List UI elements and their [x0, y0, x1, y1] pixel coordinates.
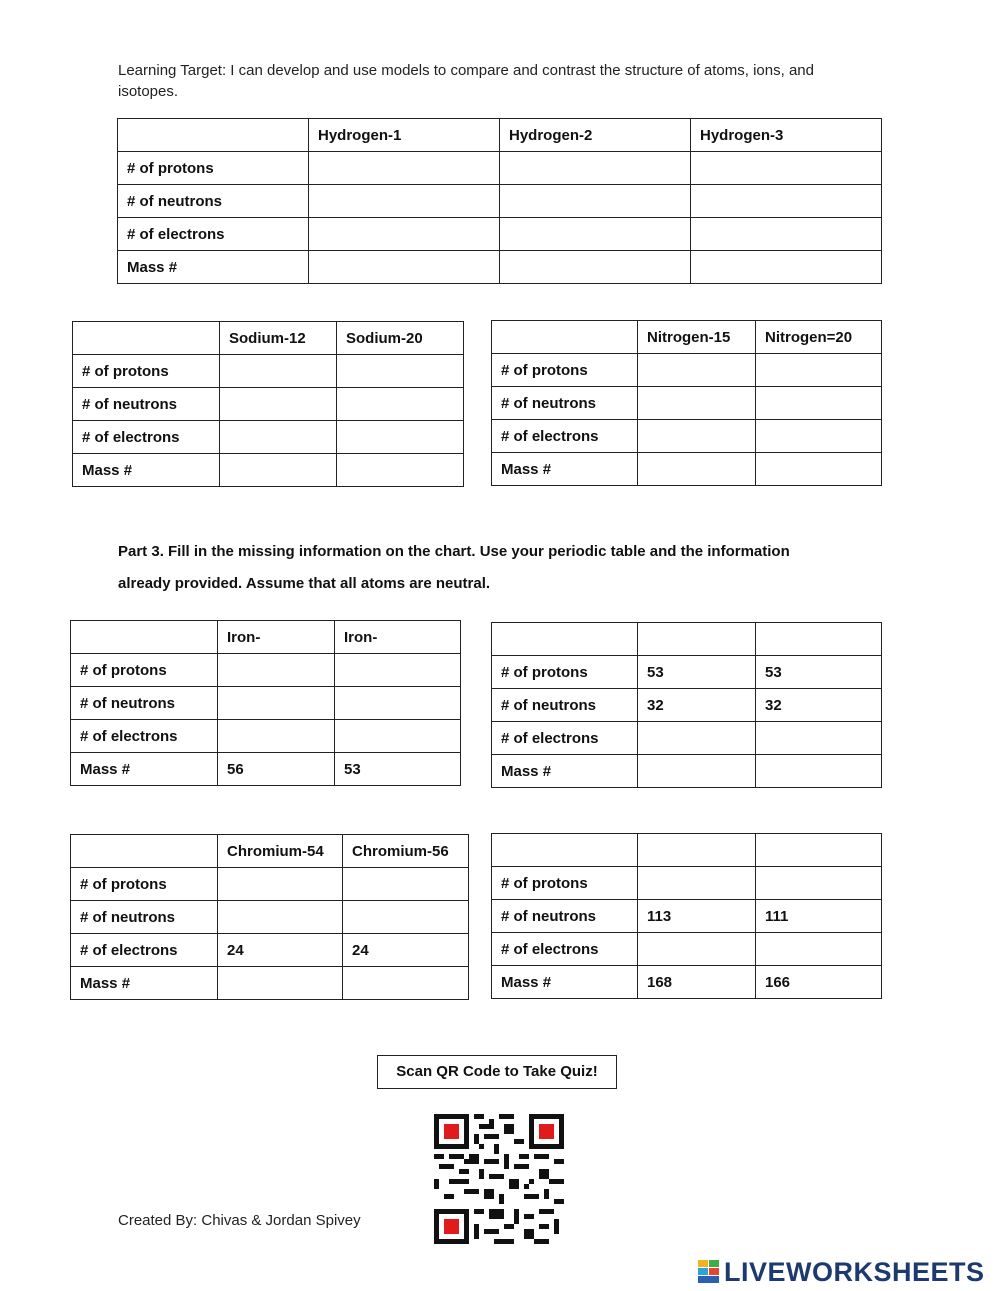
- answer-cell[interactable]: [335, 654, 461, 687]
- given-value: 32: [756, 689, 882, 722]
- corner-cell: [71, 835, 218, 868]
- answer-cell[interactable]: [500, 185, 691, 218]
- row-label: # of protons: [492, 354, 638, 387]
- table-row: [118, 251, 882, 284]
- corner-cell: [492, 834, 638, 867]
- row-label: # of electrons: [118, 218, 309, 251]
- table-row: [492, 755, 882, 788]
- answer-cell[interactable]: [220, 388, 337, 421]
- answer-cell[interactable]: [756, 420, 882, 453]
- given-value: 32: [638, 689, 756, 722]
- row-label: # of electrons: [492, 722, 638, 755]
- column-header: Hydrogen-3: [691, 119, 882, 152]
- table-row: [492, 420, 882, 453]
- table-row: [118, 152, 882, 185]
- corner-cell: [492, 321, 638, 354]
- answer-cell[interactable]: [218, 654, 335, 687]
- row-label: # of protons: [492, 867, 638, 900]
- row-label: # of neutrons: [492, 689, 638, 722]
- row-label: # of neutrons: [118, 185, 309, 218]
- scan-qr-label: Scan QR Code to Take Quiz!: [377, 1055, 617, 1089]
- mystery-element-table-1: [491, 622, 882, 788]
- column-header[interactable]: [756, 623, 882, 656]
- row-label: # of electrons: [492, 420, 638, 453]
- table-row: [492, 689, 882, 722]
- answer-cell[interactable]: [638, 453, 756, 486]
- table-row: [73, 388, 464, 421]
- answer-cell[interactable]: [756, 722, 882, 755]
- row-label: # of neutrons: [73, 388, 220, 421]
- table-row: [492, 933, 882, 966]
- qr-code-icon[interactable]: [434, 1114, 564, 1244]
- row-label: # of neutrons: [71, 687, 218, 720]
- answer-cell[interactable]: [638, 354, 756, 387]
- column-header: Hydrogen-2: [500, 119, 691, 152]
- table-header-row: [492, 321, 882, 354]
- given-value: 24: [343, 934, 469, 967]
- answer-cell[interactable]: [500, 152, 691, 185]
- table-row: [71, 934, 469, 967]
- table-header-row: [118, 119, 882, 152]
- column-header: Chromium-54: [218, 835, 343, 868]
- column-header: Nitrogen-15: [638, 321, 756, 354]
- answer-cell[interactable]: [218, 720, 335, 753]
- row-label: # of protons: [492, 656, 638, 689]
- part3-line: Part 3. Fill in the missing information on the chart. Use your periodic table and the information: [118, 543, 790, 560]
- column-header: Hydrogen-1: [309, 119, 500, 152]
- learning-target: Learning Target: I can develop and use models to compare and contrast the structure of atoms, ions, and isotopes.: [118, 62, 814, 100]
- given-value: 24: [218, 934, 343, 967]
- given-value: 53: [756, 656, 882, 689]
- sodium-table: [72, 321, 464, 487]
- table-row: [73, 454, 464, 487]
- given-value: 168: [638, 966, 756, 999]
- answer-cell[interactable]: [756, 453, 882, 486]
- given-value: 166: [756, 966, 882, 999]
- table-row: [71, 753, 461, 786]
- answer-cell[interactable]: [638, 387, 756, 420]
- row-label: # of electrons: [71, 720, 218, 753]
- row-label: Mass #: [118, 251, 309, 284]
- credit-text: Created By: Chivas & Jordan Spivey: [118, 1212, 361, 1229]
- mystery-element-table-2: [491, 833, 882, 999]
- answer-cell[interactable]: [691, 251, 882, 284]
- answer-cell[interactable]: [756, 933, 882, 966]
- table-row: [71, 687, 461, 720]
- table-row: [73, 355, 464, 388]
- table-header-row: [71, 835, 469, 868]
- brand-name: LIVEWORKSHEETS: [724, 1256, 985, 1287]
- answer-cell[interactable]: [309, 218, 500, 251]
- answer-cell[interactable]: [343, 868, 469, 901]
- answer-cell[interactable]: [638, 420, 756, 453]
- row-label: # of protons: [73, 355, 220, 388]
- column-header: Nitrogen=20: [756, 321, 882, 354]
- answer-cell[interactable]: [309, 152, 500, 185]
- row-label: # of protons: [118, 152, 309, 185]
- column-header[interactable]: [638, 623, 756, 656]
- table-row: [71, 720, 461, 753]
- row-label: Mass #: [73, 454, 220, 487]
- table-row: [73, 421, 464, 454]
- row-label: # of neutrons: [71, 901, 218, 934]
- row-label: # of electrons: [71, 934, 218, 967]
- table-row: [492, 722, 882, 755]
- answer-cell[interactable]: [343, 967, 469, 1000]
- row-label: # of electrons: [73, 421, 220, 454]
- chromium-table: [70, 834, 469, 1000]
- answer-cell[interactable]: [638, 722, 756, 755]
- corner-cell: [492, 623, 638, 656]
- answer-cell[interactable]: [638, 867, 756, 900]
- answer-cell[interactable]: [218, 687, 335, 720]
- table-row: [71, 654, 461, 687]
- table-row: [492, 867, 882, 900]
- answer-cell[interactable]: [309, 251, 500, 284]
- row-label: Mass #: [492, 453, 638, 486]
- answer-cell[interactable]: [691, 218, 882, 251]
- given-value: 53: [638, 656, 756, 689]
- table-row: [492, 900, 882, 933]
- column-header: Chromium-56: [343, 835, 469, 868]
- table-header-row: [73, 322, 464, 355]
- hydrogen-table: [117, 118, 882, 284]
- given-value: 56: [218, 753, 335, 786]
- corner-cell: [71, 621, 218, 654]
- liveworksheets-logo: [698, 1256, 985, 1288]
- row-label: # of protons: [71, 654, 218, 687]
- table-row: [492, 656, 882, 689]
- blocks-icon: [698, 1260, 720, 1284]
- row-label: # of neutrons: [492, 387, 638, 420]
- answer-cell[interactable]: [756, 387, 882, 420]
- column-header: Sodium-20: [337, 322, 464, 355]
- table-row: [492, 453, 882, 486]
- part3-line: already provided. Assume that all atoms are neutral.: [118, 575, 491, 592]
- table-row: [71, 967, 469, 1000]
- answer-cell[interactable]: [220, 355, 337, 388]
- answer-cell[interactable]: [220, 454, 337, 487]
- answer-cell[interactable]: [500, 218, 691, 251]
- answer-cell[interactable]: [335, 687, 461, 720]
- column-header[interactable]: Iron-: [335, 621, 461, 654]
- answer-cell[interactable]: [756, 755, 882, 788]
- answer-cell[interactable]: [691, 152, 882, 185]
- column-header[interactable]: [638, 834, 756, 867]
- answer-cell[interactable]: [756, 867, 882, 900]
- answer-cell[interactable]: [500, 251, 691, 284]
- table-row: [71, 868, 469, 901]
- row-label: # of protons: [71, 868, 218, 901]
- given-value: 113: [638, 900, 756, 933]
- iron-table: [70, 620, 461, 786]
- corner-cell: [118, 119, 309, 152]
- answer-cell[interactable]: [337, 421, 464, 454]
- table-row: [71, 901, 469, 934]
- answer-cell[interactable]: [220, 421, 337, 454]
- row-label: Mass #: [71, 967, 218, 1000]
- column-header[interactable]: Iron-: [218, 621, 335, 654]
- answer-cell[interactable]: [337, 355, 464, 388]
- table-header-row: [71, 621, 461, 654]
- answer-cell[interactable]: [218, 967, 343, 1000]
- table-row: [118, 185, 882, 218]
- row-label: # of electrons: [492, 933, 638, 966]
- answer-cell[interactable]: [691, 185, 882, 218]
- row-label: Mass #: [492, 966, 638, 999]
- table-header-row: [492, 834, 882, 867]
- row-label: Mass #: [71, 753, 218, 786]
- table-row: [118, 218, 882, 251]
- table-row: [492, 966, 882, 999]
- row-label: Mass #: [492, 755, 638, 788]
- row-label: # of neutrons: [492, 900, 638, 933]
- part3-instructions: [118, 536, 878, 600]
- column-header: Sodium-12: [220, 322, 337, 355]
- answer-cell[interactable]: [309, 185, 500, 218]
- answer-cell[interactable]: [218, 868, 343, 901]
- corner-cell: [73, 322, 220, 355]
- answer-cell[interactable]: [638, 933, 756, 966]
- given-value: 111: [756, 900, 882, 933]
- answer-cell[interactable]: [337, 454, 464, 487]
- given-value: 53: [335, 753, 461, 786]
- table-row: [492, 354, 882, 387]
- nitrogen-table: [491, 320, 882, 486]
- table-header-row: [492, 623, 882, 656]
- answer-cell[interactable]: [343, 901, 469, 934]
- answer-cell[interactable]: [218, 901, 343, 934]
- answer-cell[interactable]: [337, 388, 464, 421]
- answer-cell[interactable]: [335, 720, 461, 753]
- column-header[interactable]: [756, 834, 882, 867]
- answer-cell[interactable]: [638, 755, 756, 788]
- table-row: [492, 387, 882, 420]
- answer-cell[interactable]: [756, 354, 882, 387]
